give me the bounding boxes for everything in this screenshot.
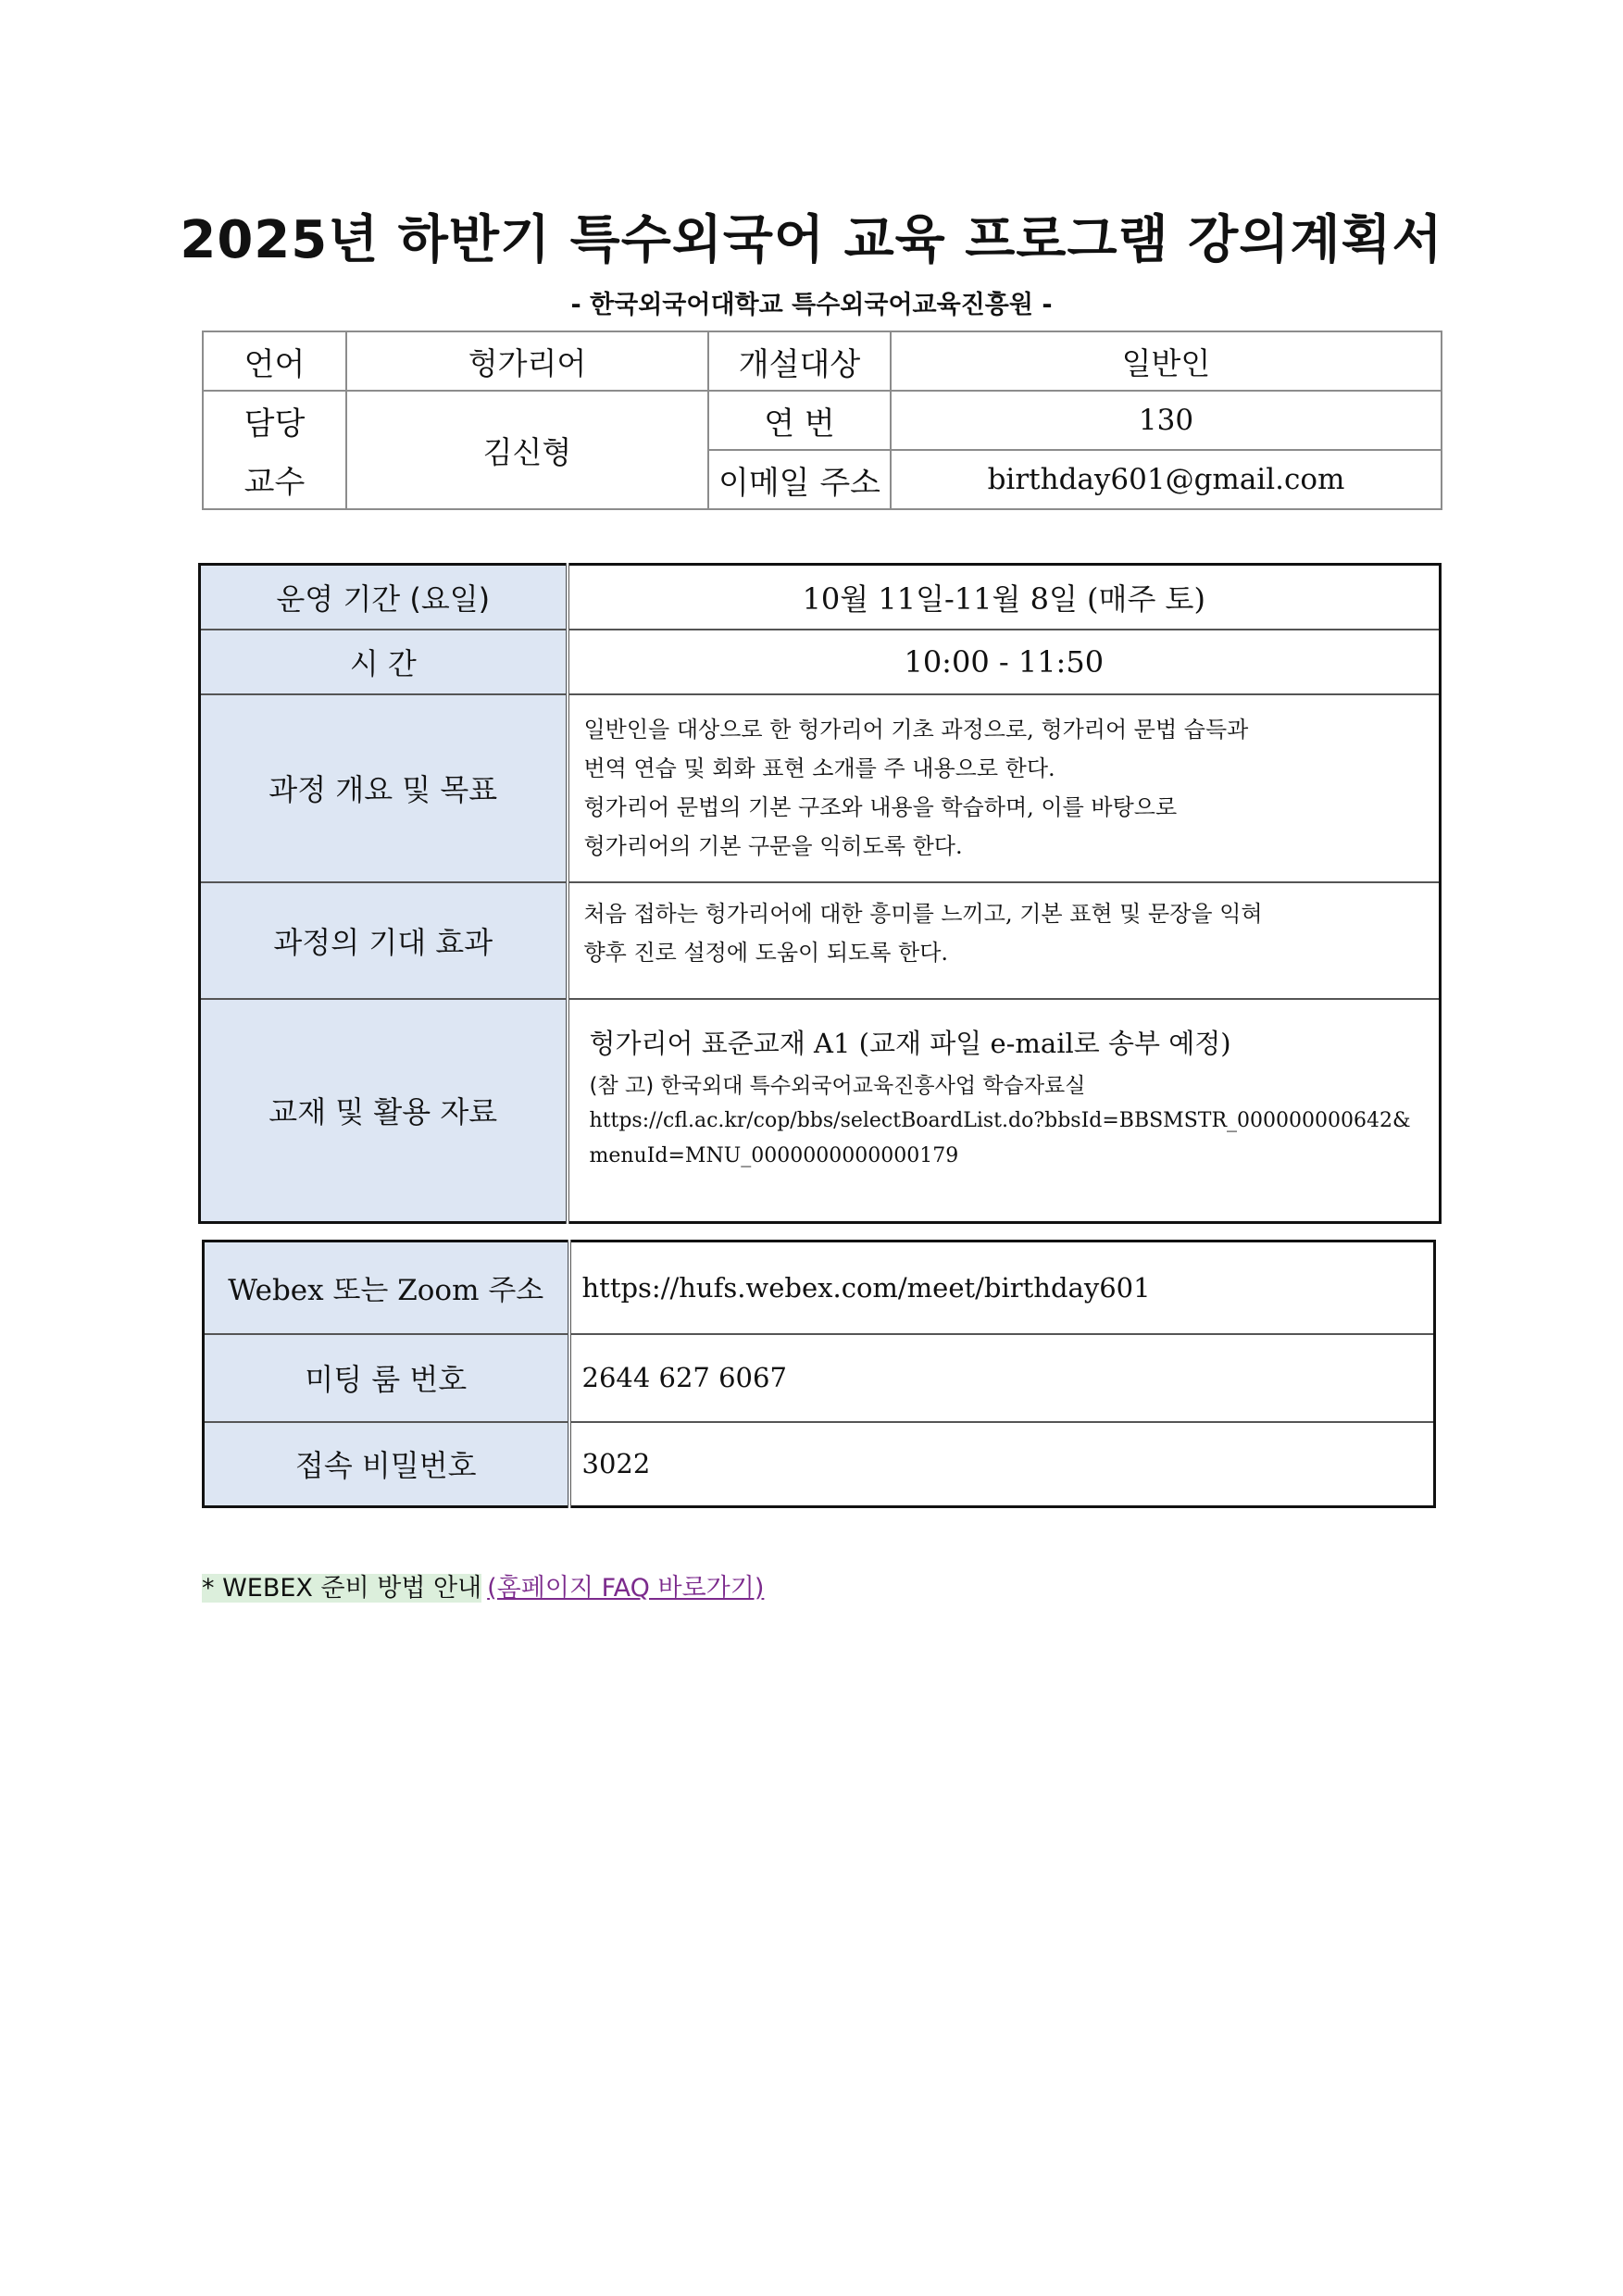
webex-notice [202,1567,764,1603]
language-value: 헝가리어 [346,331,708,391]
meeting-password-label: 접속 비밀번호 [204,1422,569,1507]
email-value: birthday601@gmail.com [891,450,1442,509]
meeting-address-label: Webex 또는 Zoom 주소 [204,1242,569,1334]
phone-label: 연 번 [708,391,891,450]
target-value: 일반인 [891,331,1442,391]
phone-value: 130 [891,391,1442,450]
materials-url-line1[interactable]: https://cfl.ac.kr/cop/bbs/selectBoardList.do?bbsId=BBSMSTR_000000000642& [589,1108,1411,1132]
period-label: 운영 기간 (요일) [200,565,568,630]
target-label: 개설대상 [708,331,891,391]
course-info-table [202,331,1442,510]
overview-label: 과정 개요 및 목표 [200,694,568,882]
meeting-password-value: 3022 [569,1422,1435,1507]
materials-ref: (참 고) 한국외대 특수외국어교육진흥사업 학습자료실 [589,1073,1086,1098]
email-label: 이메일 주소 [708,450,891,509]
materials-label: 교재 및 활용 자료 [200,999,568,1223]
professor-label-line1: 담당 [243,406,306,443]
effect-label: 과정의 기대 효과 [200,882,568,999]
overview-line: 헝가리어 문법의 기본 구조와 내용을 학습하며, 이를 바탕으로 [583,794,1178,820]
meeting-table [202,1240,1436,1508]
overview-line: 헝가리어의 기본 구문을 익히도록 한다. [583,833,963,859]
period-value: 10월 11일-11월 8일 (매주 토) [568,565,1441,630]
meeting-room-value: 2644 627 6067 [569,1334,1435,1422]
page-subtitle: - 한국외국어대학교 특수외국어교육진흥원 - [570,291,1053,319]
effect-line: 처음 접하는 헝가리어에 대한 흥미를 느끼고, 기본 표현 및 문장을 익혀 [583,900,1263,927]
meeting-room-label: 미팅 룸 번호 [204,1334,569,1422]
meeting-address-value[interactable]: https://hufs.webex.com/meet/birthday601 [569,1242,1435,1334]
effect-line: 향후 진로 설정에 도움이 되도록 한다. [583,939,949,966]
professor-value: 김신형 [346,391,708,509]
page-title: 2025년 하반기 특수외국어 교육 프로그램 강의계획서 [180,210,1443,270]
effect-text [568,882,1441,999]
materials-main: 헝가리어 표준교재 A1 (교재 파일 e-mail로 송부 예정) [589,1027,1231,1059]
notice-text: * WEBEX 준비 방법 안내 [202,1574,482,1603]
professor-label [203,391,346,509]
faq-link[interactable]: (홈페이지 FAQ 바로가기) [487,1574,765,1603]
materials-text [568,999,1441,1223]
time-label: 시 간 [200,630,568,694]
language-label: 언어 [203,331,346,391]
professor-label-line2: 교수 [243,464,306,501]
materials-url-line2[interactable]: menuId=MNU_0000000000000179 [589,1143,959,1167]
schedule-table [198,563,1442,1224]
overview-text [568,694,1441,882]
overview-line: 일반인을 대상으로 한 헝가리어 기초 과정으로, 헝가리어 문법 습득과 [583,717,1249,742]
time-value: 10:00 - 11:50 [568,630,1441,694]
overview-line: 번역 연습 및 회화 표현 소개를 주 내용으로 한다. [583,755,1055,781]
